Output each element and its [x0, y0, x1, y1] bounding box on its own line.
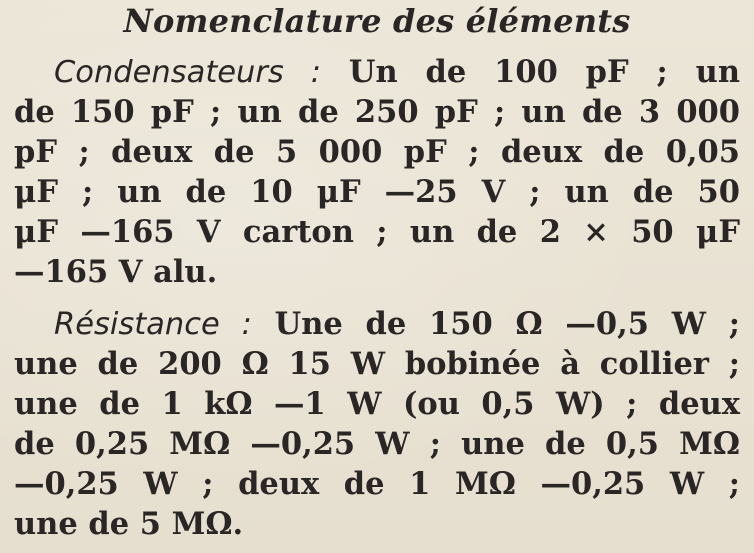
condensateurs-line-5: μF —165 V carton ; un de 2 × 50 μF: [14, 214, 740, 250]
condensateurs-line-3: pF ; deux de 5 000 pF ; deux de 0,05: [14, 134, 740, 170]
resistance-line-2: une de 200 Ω 15 W bobinée à collier ;: [14, 346, 740, 382]
condensateurs-line-4: μF ; un de 10 μF —25 V ; un de 50: [14, 174, 740, 210]
resistance-line-6: une de 5 MΩ.: [14, 506, 244, 542]
resistance-heading: Résistance :: [54, 307, 252, 342]
resistance-line-5: —0,25 W ; deux de 1 MΩ —0,25 W ;: [14, 466, 740, 502]
resistance-line-4: de 0,25 MΩ —0,25 W ; une de 0,5 MΩ: [14, 426, 740, 462]
condensateurs-line-2: de 150 pF ; un de 250 pF ; un de 3 000: [14, 94, 740, 130]
condensateurs-line-1: [54, 52, 740, 92]
resistance-line-3: une de 1 kΩ —1 W (ou 0,5 W) ; deux: [14, 386, 740, 422]
resistance-text: Une de 150 Ω —0,5 W ;: [274, 306, 740, 342]
condensateurs-line-6: —165 V alu.: [14, 254, 218, 290]
condensateurs-text: Un de 100 pF ; un: [348, 54, 740, 90]
condensateurs-heading: Condensateurs :: [54, 55, 322, 90]
resistance-line-1: [54, 304, 740, 344]
page-title: Nomenclature des éléments: [123, 2, 631, 40]
